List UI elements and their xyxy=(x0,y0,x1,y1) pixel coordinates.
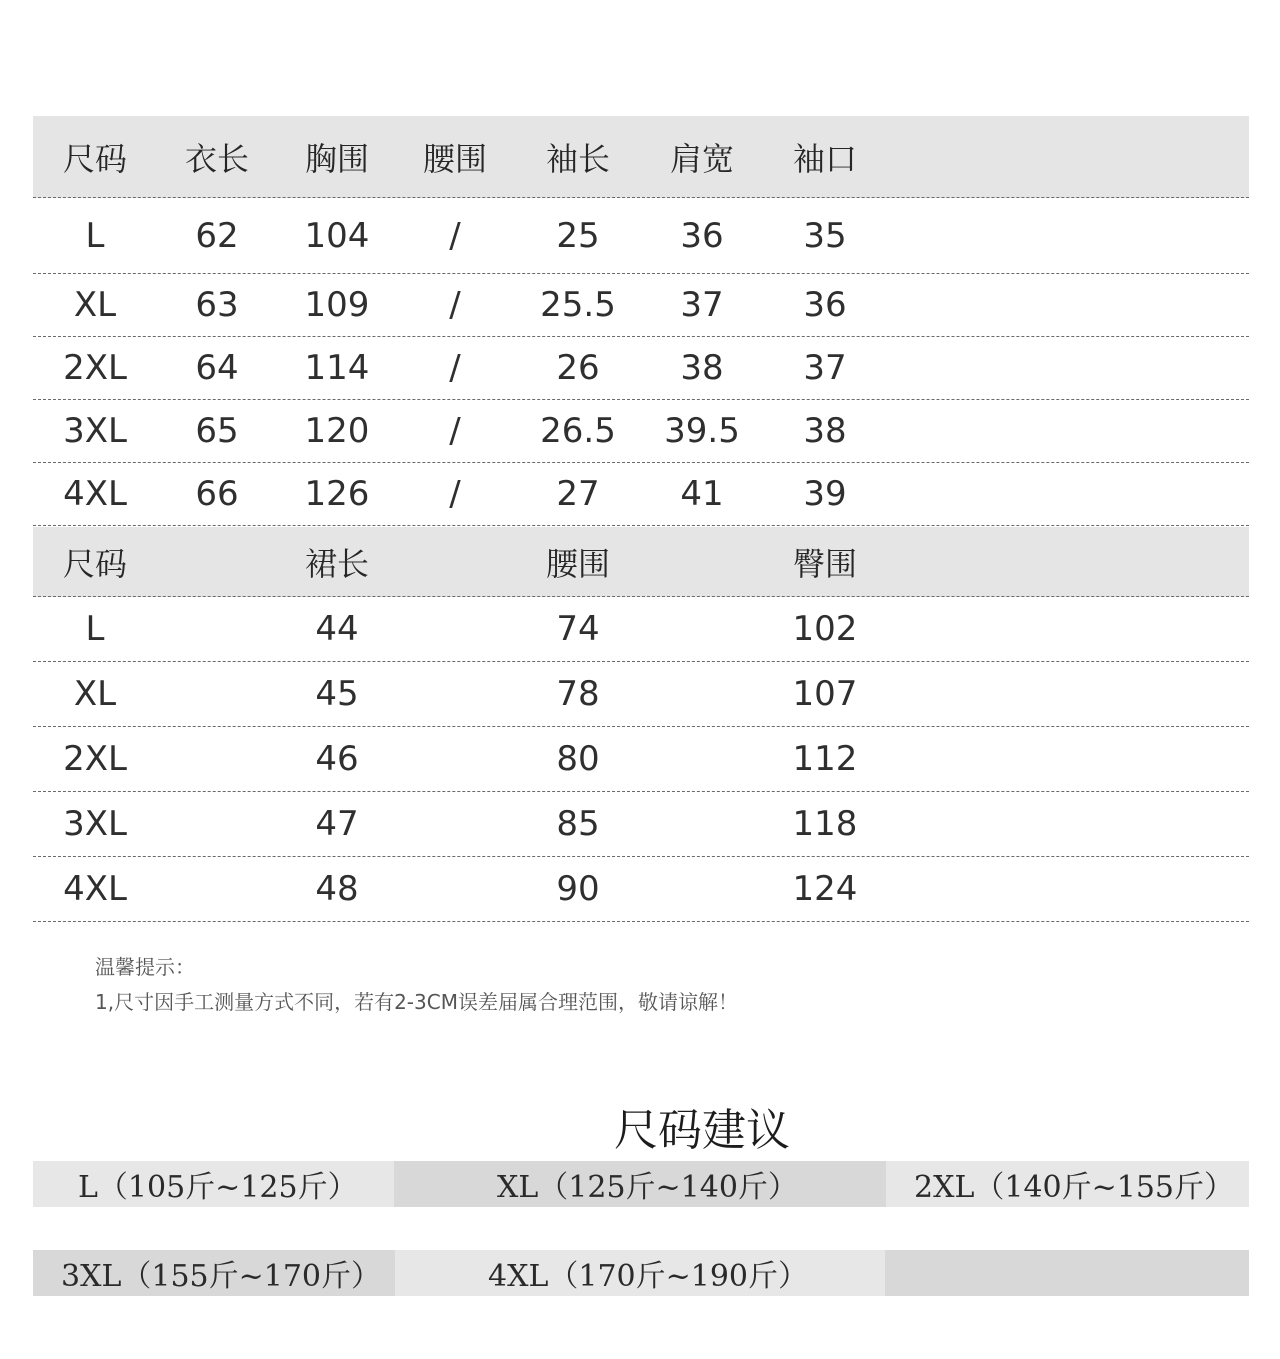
table-cell: 66 xyxy=(195,474,239,514)
table-cell: 109 xyxy=(304,285,370,325)
table-cell: 63 xyxy=(195,285,239,325)
table-cell: 41 xyxy=(680,474,724,514)
header-cell: 袖口 xyxy=(792,139,857,178)
table-header-row xyxy=(33,116,1249,198)
table-row xyxy=(33,198,1249,274)
table-cell: 85 xyxy=(556,804,600,844)
table-cell: 124 xyxy=(792,869,858,909)
table-cell: / xyxy=(449,215,461,256)
table-row xyxy=(33,337,1249,400)
table-cell: / xyxy=(449,285,461,325)
table-cell: 37 xyxy=(803,348,847,388)
table-cell: L xyxy=(85,609,105,649)
table-row xyxy=(33,463,1249,526)
note-title: 温馨提示： xyxy=(95,955,195,979)
table-cell: XL xyxy=(73,674,117,714)
table-cell: 80 xyxy=(556,739,600,779)
table-row xyxy=(33,727,1249,792)
recommendation-row xyxy=(33,1161,1249,1207)
recommendation-empty-cell xyxy=(885,1250,1249,1296)
header-cell: 裙长 xyxy=(304,544,369,583)
table-cell: 44 xyxy=(315,609,359,649)
table-cell: 2XL xyxy=(63,739,127,779)
table-cell: / xyxy=(449,348,461,388)
table-cell: 78 xyxy=(556,674,600,714)
table-cell: 25.5 xyxy=(540,285,616,325)
table-cell: L xyxy=(85,215,105,256)
table-cell: 46 xyxy=(315,739,359,779)
table-row xyxy=(33,274,1249,337)
note-text: 1,尺寸因手工测量方式不同，若有2-3CM误差届属合理范围，敬请谅解！ xyxy=(95,990,738,1014)
table-cell: XL xyxy=(73,285,117,325)
table-cell: 45 xyxy=(315,674,359,714)
table-cell: 90 xyxy=(556,869,600,909)
recommendation-item: 2XL（140斤~155斤） xyxy=(886,1161,1249,1207)
table-cell: 39 xyxy=(803,474,847,514)
table-cell: 36 xyxy=(680,215,724,256)
table-cell: 126 xyxy=(304,474,370,514)
recommendation-item: 4XL（170斤~190斤） xyxy=(395,1250,885,1296)
header-cell: 尺码 xyxy=(62,139,127,178)
table-cell: 118 xyxy=(792,804,858,844)
table-cell: 3XL xyxy=(63,804,127,844)
table-cell: 104 xyxy=(304,215,370,256)
header-cell: 臀围 xyxy=(792,544,857,583)
table-cell: 4XL xyxy=(63,474,127,514)
header-cell: 衣长 xyxy=(184,139,249,178)
recommendation-title: 尺码建议 xyxy=(614,1105,790,1156)
table-cell: 64 xyxy=(195,348,239,388)
header-cell: 胸围 xyxy=(304,139,369,178)
table-cell: 48 xyxy=(315,869,359,909)
table-cell: / xyxy=(449,474,461,514)
table-cell: 120 xyxy=(304,411,370,451)
table-cell: 47 xyxy=(315,804,359,844)
table-cell: 62 xyxy=(195,215,239,256)
skirt-size-table xyxy=(33,527,1249,922)
table-header-row xyxy=(33,527,1249,597)
table-row xyxy=(33,400,1249,463)
table-cell: 4XL xyxy=(63,869,127,909)
header-cell: 尺码 xyxy=(62,544,127,583)
table-cell: 37 xyxy=(680,285,724,325)
table-cell: 3XL xyxy=(63,411,127,451)
table-cell: 65 xyxy=(195,411,239,451)
table-cell: 27 xyxy=(556,474,600,514)
table-cell: 26 xyxy=(556,348,600,388)
header-cell: 腰围 xyxy=(422,139,487,178)
header-cell: 腰围 xyxy=(545,544,610,583)
table-cell: 112 xyxy=(792,739,858,779)
table-row xyxy=(33,662,1249,727)
table-cell: 38 xyxy=(680,348,724,388)
recommendation-item: 3XL（155斤~170斤） xyxy=(33,1250,395,1296)
table-cell: 114 xyxy=(304,348,370,388)
table-cell: 102 xyxy=(792,609,858,649)
table-cell: 26.5 xyxy=(540,411,616,451)
recommendation-item: L（105斤~125斤） xyxy=(33,1161,394,1207)
table-row xyxy=(33,857,1249,922)
table-cell: 39.5 xyxy=(664,411,740,451)
table-cell: 107 xyxy=(792,674,858,714)
recommendation-row xyxy=(33,1250,1249,1296)
table-row xyxy=(33,792,1249,857)
recommendation-item: XL（125斤~140斤） xyxy=(394,1161,886,1207)
table-row xyxy=(33,597,1249,662)
header-cell: 肩宽 xyxy=(669,139,734,178)
table-cell: 74 xyxy=(556,609,600,649)
table-cell: 2XL xyxy=(63,348,127,388)
table-cell: 38 xyxy=(803,411,847,451)
table-cell: / xyxy=(449,411,461,451)
top-size-table xyxy=(33,116,1249,526)
table-cell: 36 xyxy=(803,285,847,325)
header-cell: 袖长 xyxy=(545,139,610,178)
table-cell: 25 xyxy=(556,215,600,256)
table-cell: 35 xyxy=(803,215,847,256)
